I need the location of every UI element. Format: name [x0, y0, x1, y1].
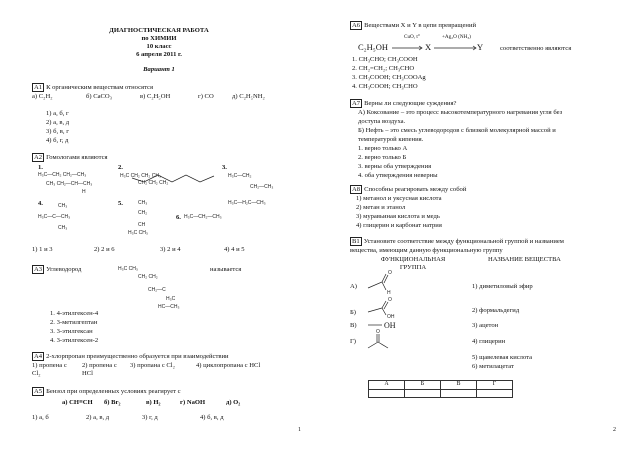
- substance-name: 4) глицерин: [472, 338, 506, 345]
- formula-6: H₃C—CH₂—CH₃: [184, 214, 222, 220]
- reagent-2: +Ag₂O (NH₃): [442, 34, 471, 40]
- header-date: 6 апреля 2011 г.: [136, 51, 182, 58]
- a5-answer: 2) а, в, д: [86, 414, 110, 421]
- question-text: Бензол при определенных условиях реагирует с: [46, 388, 181, 395]
- page-1: [0, 0, 318, 452]
- question-tag: А5: [34, 388, 43, 395]
- a5-answer: 3) г, д: [142, 414, 158, 421]
- question-text: Гомологами являются: [46, 154, 108, 161]
- column-left-title-cont: ГРУППА: [399, 264, 427, 271]
- formula-4-top: CH₃: [58, 203, 68, 209]
- a4-option: 1) пропена с Cl₂: [32, 362, 67, 378]
- a6-answer: 2. CH₂=CH₂; CH₃CHO: [352, 65, 415, 72]
- question-tag: А8: [352, 186, 361, 193]
- group-letter: Г): [350, 338, 357, 345]
- variant-title: Вариант 1: [143, 66, 175, 73]
- a8-answer: 2) метан и этанол: [356, 204, 406, 211]
- a1-answer: 4) б, г, д: [46, 137, 69, 144]
- group-b-oh: OH: [387, 314, 395, 320]
- question-tag: А7: [352, 100, 361, 107]
- question-a4: [32, 353, 229, 361]
- group-letter: В): [350, 322, 357, 329]
- a3-answer: 2. 3-метилгептан: [50, 319, 98, 326]
- question-tag: А4: [34, 353, 43, 360]
- a1-option: в) C₂H₅OH: [140, 93, 171, 100]
- chain-start: C₂H₅OH: [358, 42, 389, 52]
- a5-option: д) O₂: [226, 399, 241, 406]
- formula-number: 1.: [38, 164, 43, 171]
- question-a7: [350, 100, 456, 108]
- a4-option: 3) пропана с Cl₂: [130, 362, 175, 369]
- a3-formula-2: CH₂ CH₂: [138, 274, 158, 280]
- page-number: 1: [298, 427, 301, 433]
- formula-number: 4.: [38, 200, 43, 207]
- question-text: Верны ли следующие суждения?: [364, 100, 457, 107]
- question-b1-cont: вещества, имеющим данную функциональную группу: [350, 247, 503, 254]
- a4-option: 2) пропена с HCl: [82, 362, 117, 378]
- question-tag: А6: [352, 22, 361, 29]
- group-a-oxygen: O: [388, 270, 392, 276]
- a2-answer: 3) 2 и 4: [160, 246, 181, 253]
- question-a6: [350, 22, 476, 30]
- question-b1: [350, 238, 564, 246]
- question-text: Установите соответствие между функциональной группой и названием: [363, 238, 564, 245]
- group-letter: А): [350, 283, 357, 290]
- answer-header-cell: Б: [405, 381, 441, 390]
- a1-option: д) C₂H₅NH₂: [232, 93, 265, 100]
- a2-answer: 4) 4 и 5: [224, 246, 245, 253]
- question-text: Способны реагировать между собой: [364, 186, 467, 193]
- substance-name: 1) диметиловый эфир: [472, 283, 533, 290]
- formula-4-bottom: CH₃: [58, 225, 68, 231]
- answer-header-cell: А: [369, 381, 405, 390]
- question-tag: В1: [352, 238, 360, 245]
- a3-formula-5: HC—CH₃: [158, 304, 180, 310]
- a5-option: г) NaOH: [180, 399, 206, 406]
- question-text: Веществами X и Y в цепи превращений: [364, 22, 477, 29]
- answer-header-cell: Г: [477, 381, 513, 390]
- a8-answer: 1) метанол и уксусная кислота: [356, 195, 442, 202]
- formula-5-a: CH₃: [138, 200, 148, 206]
- answer-cell[interactable]: [477, 389, 513, 397]
- question-text: 2-хлорпропан преимущественно образуется при взаимодействии: [46, 353, 229, 360]
- formula-5-b: CH₂: [138, 210, 148, 216]
- a1-option: а) C₂H₂: [32, 93, 53, 100]
- substance-x: X: [425, 42, 432, 52]
- a7-answer: 4. оба утверждения неверны: [358, 172, 438, 179]
- a3-answer: 1. 4-этилгексен-4: [50, 310, 99, 317]
- answer-cell[interactable]: [441, 389, 477, 397]
- substance-name: 5) щавелевая кислота: [472, 354, 533, 361]
- a1-answer: 3) б, в, г: [46, 128, 69, 135]
- answer-cell[interactable]: [405, 389, 441, 397]
- page-2: [318, 0, 640, 452]
- column-right-title: НАЗВАНИЕ ВЕЩЕСТВА: [488, 256, 561, 263]
- column-left-title: ФУНКЦИОНАЛЬНАЯ: [380, 256, 446, 263]
- group-letter: Б): [350, 309, 356, 316]
- substance-name: 6) метилацетат: [472, 363, 514, 370]
- answer-header-cell: В: [441, 381, 477, 390]
- statement-a: А) Коксование – это процесс высокотемпературного нагревания угля без: [358, 109, 563, 116]
- a3-answer: 4. 3-этилгексен-2: [50, 337, 99, 344]
- substance-y: Y: [477, 42, 484, 52]
- a5-answer: 4) б, в, д: [200, 414, 224, 421]
- question-a5: [32, 388, 181, 396]
- formula-number: 6.: [176, 214, 181, 221]
- answer-cell[interactable]: [369, 389, 405, 397]
- formula-1-line3: H: [82, 189, 86, 195]
- question-a2: [32, 154, 108, 162]
- question-tag: А2: [34, 154, 43, 161]
- substance-name: 2) формальдегид: [472, 307, 520, 314]
- a5-answer: 1) а, б: [32, 414, 49, 421]
- a1-option: г) CO: [198, 93, 214, 100]
- a6-suffix: соответственно являются: [500, 45, 572, 52]
- question-text: К органическим веществам относятся: [46, 84, 153, 91]
- formula-number: 2.: [118, 164, 123, 171]
- substance-name: 3) ацетон: [472, 322, 499, 329]
- a7-answer: 2. верно только Б: [358, 154, 407, 161]
- a8-answer: 4) глицерин и карбонат натрия: [356, 222, 442, 229]
- page-number: 2: [613, 427, 616, 433]
- a1-option: б) CaCO₃: [86, 93, 112, 100]
- a5-option: а) CH≡CH: [62, 399, 93, 406]
- zigzag-chain: [128, 172, 228, 184]
- a7-answer: 3. верны оба утверждения: [358, 163, 432, 170]
- header-line2: по ХИМИИ: [141, 35, 177, 42]
- a6-answer: 1. CH₃CHO; CH₃COOH: [352, 56, 418, 63]
- answer-table: [368, 380, 513, 398]
- a3-formula-1: H₃C CH₃: [118, 266, 138, 272]
- question-a1: [32, 84, 153, 92]
- a1-answer: 2) а, в, д: [46, 119, 70, 126]
- question-tag: А1: [34, 84, 43, 91]
- formula-2-line2: CH₂ CH₂ CH₂: [138, 180, 169, 186]
- header-line3: 10 класс: [146, 43, 172, 50]
- formula-1-line1: H₃C—CH₂ CH₂—CH₃: [38, 172, 87, 178]
- formula-3-line1: H₃C—CH₂: [228, 173, 252, 179]
- statement-b-cont: температурой кипения.: [358, 136, 424, 143]
- group-a-hydrogen: H: [387, 290, 391, 296]
- formula-3-alt: H₃C—H₂C—CH₃: [228, 200, 266, 206]
- a3-answer: 3. 3-этилгексан: [50, 328, 93, 335]
- a1-answer: 1) а, б, г: [46, 110, 69, 117]
- functional-group-structures: [364, 270, 424, 350]
- formula-4-mid: H₃C—C—CH₃: [38, 214, 71, 220]
- a5-option: б) Br₂: [104, 399, 121, 406]
- a4-option: 4) циклопропана с HCl: [196, 362, 261, 369]
- answer-table-row: [369, 389, 513, 397]
- formula-1-line2: CH₃ CH₂—CH—CH₃: [46, 181, 93, 187]
- question-text: Углеводород: [46, 266, 82, 273]
- formula-5-d: H₃C CH₃: [128, 230, 148, 236]
- header-line1: ДИАГНОСТИЧЕСКАЯ РАБОТА: [109, 27, 209, 34]
- question-a3: [32, 266, 81, 274]
- formula-2-line1: H₃C CH₂ CH₂ CH₃: [120, 173, 162, 179]
- group-b-oxygen: O: [388, 297, 392, 303]
- reagent-1: CuO, t°: [404, 34, 420, 40]
- formula-5-c: CH: [138, 222, 146, 228]
- formula-3-line2: CH₂—CH₃: [250, 184, 274, 190]
- a3-formula-3: CH₂—C: [148, 287, 166, 293]
- group-d-oxygen: O: [376, 329, 380, 335]
- a8-answer: 3) муравьиная кислота и медь: [356, 213, 440, 220]
- a6-answer: 3. CH₃COOH; CH₃COOAg: [352, 74, 426, 81]
- a3-formula-4: H₃C: [166, 296, 176, 302]
- a2-answer: 1) 1 и 3: [32, 246, 53, 253]
- a7-answer: 1. верно только А: [358, 145, 408, 152]
- statement-b: Б) Нефть – это смесь углеводородов с близкой молекулярной массой и: [358, 127, 556, 134]
- question-a8: [350, 186, 466, 194]
- group-c-oh: OH: [384, 321, 396, 330]
- a3-suffix: называется: [210, 266, 242, 273]
- question-tag: А3: [34, 266, 43, 273]
- answer-table-header: [369, 381, 513, 390]
- formula-number: 3.: [222, 164, 227, 171]
- a6-answer: 4. CH₃COOH; CH₃CHO: [352, 83, 418, 90]
- a2-answer: 2) 2 и 6: [94, 246, 115, 253]
- statement-a-cont: доступа воздуха.: [358, 118, 406, 125]
- formula-number: 5.: [118, 200, 123, 207]
- a5-option: в) H₂: [146, 399, 161, 406]
